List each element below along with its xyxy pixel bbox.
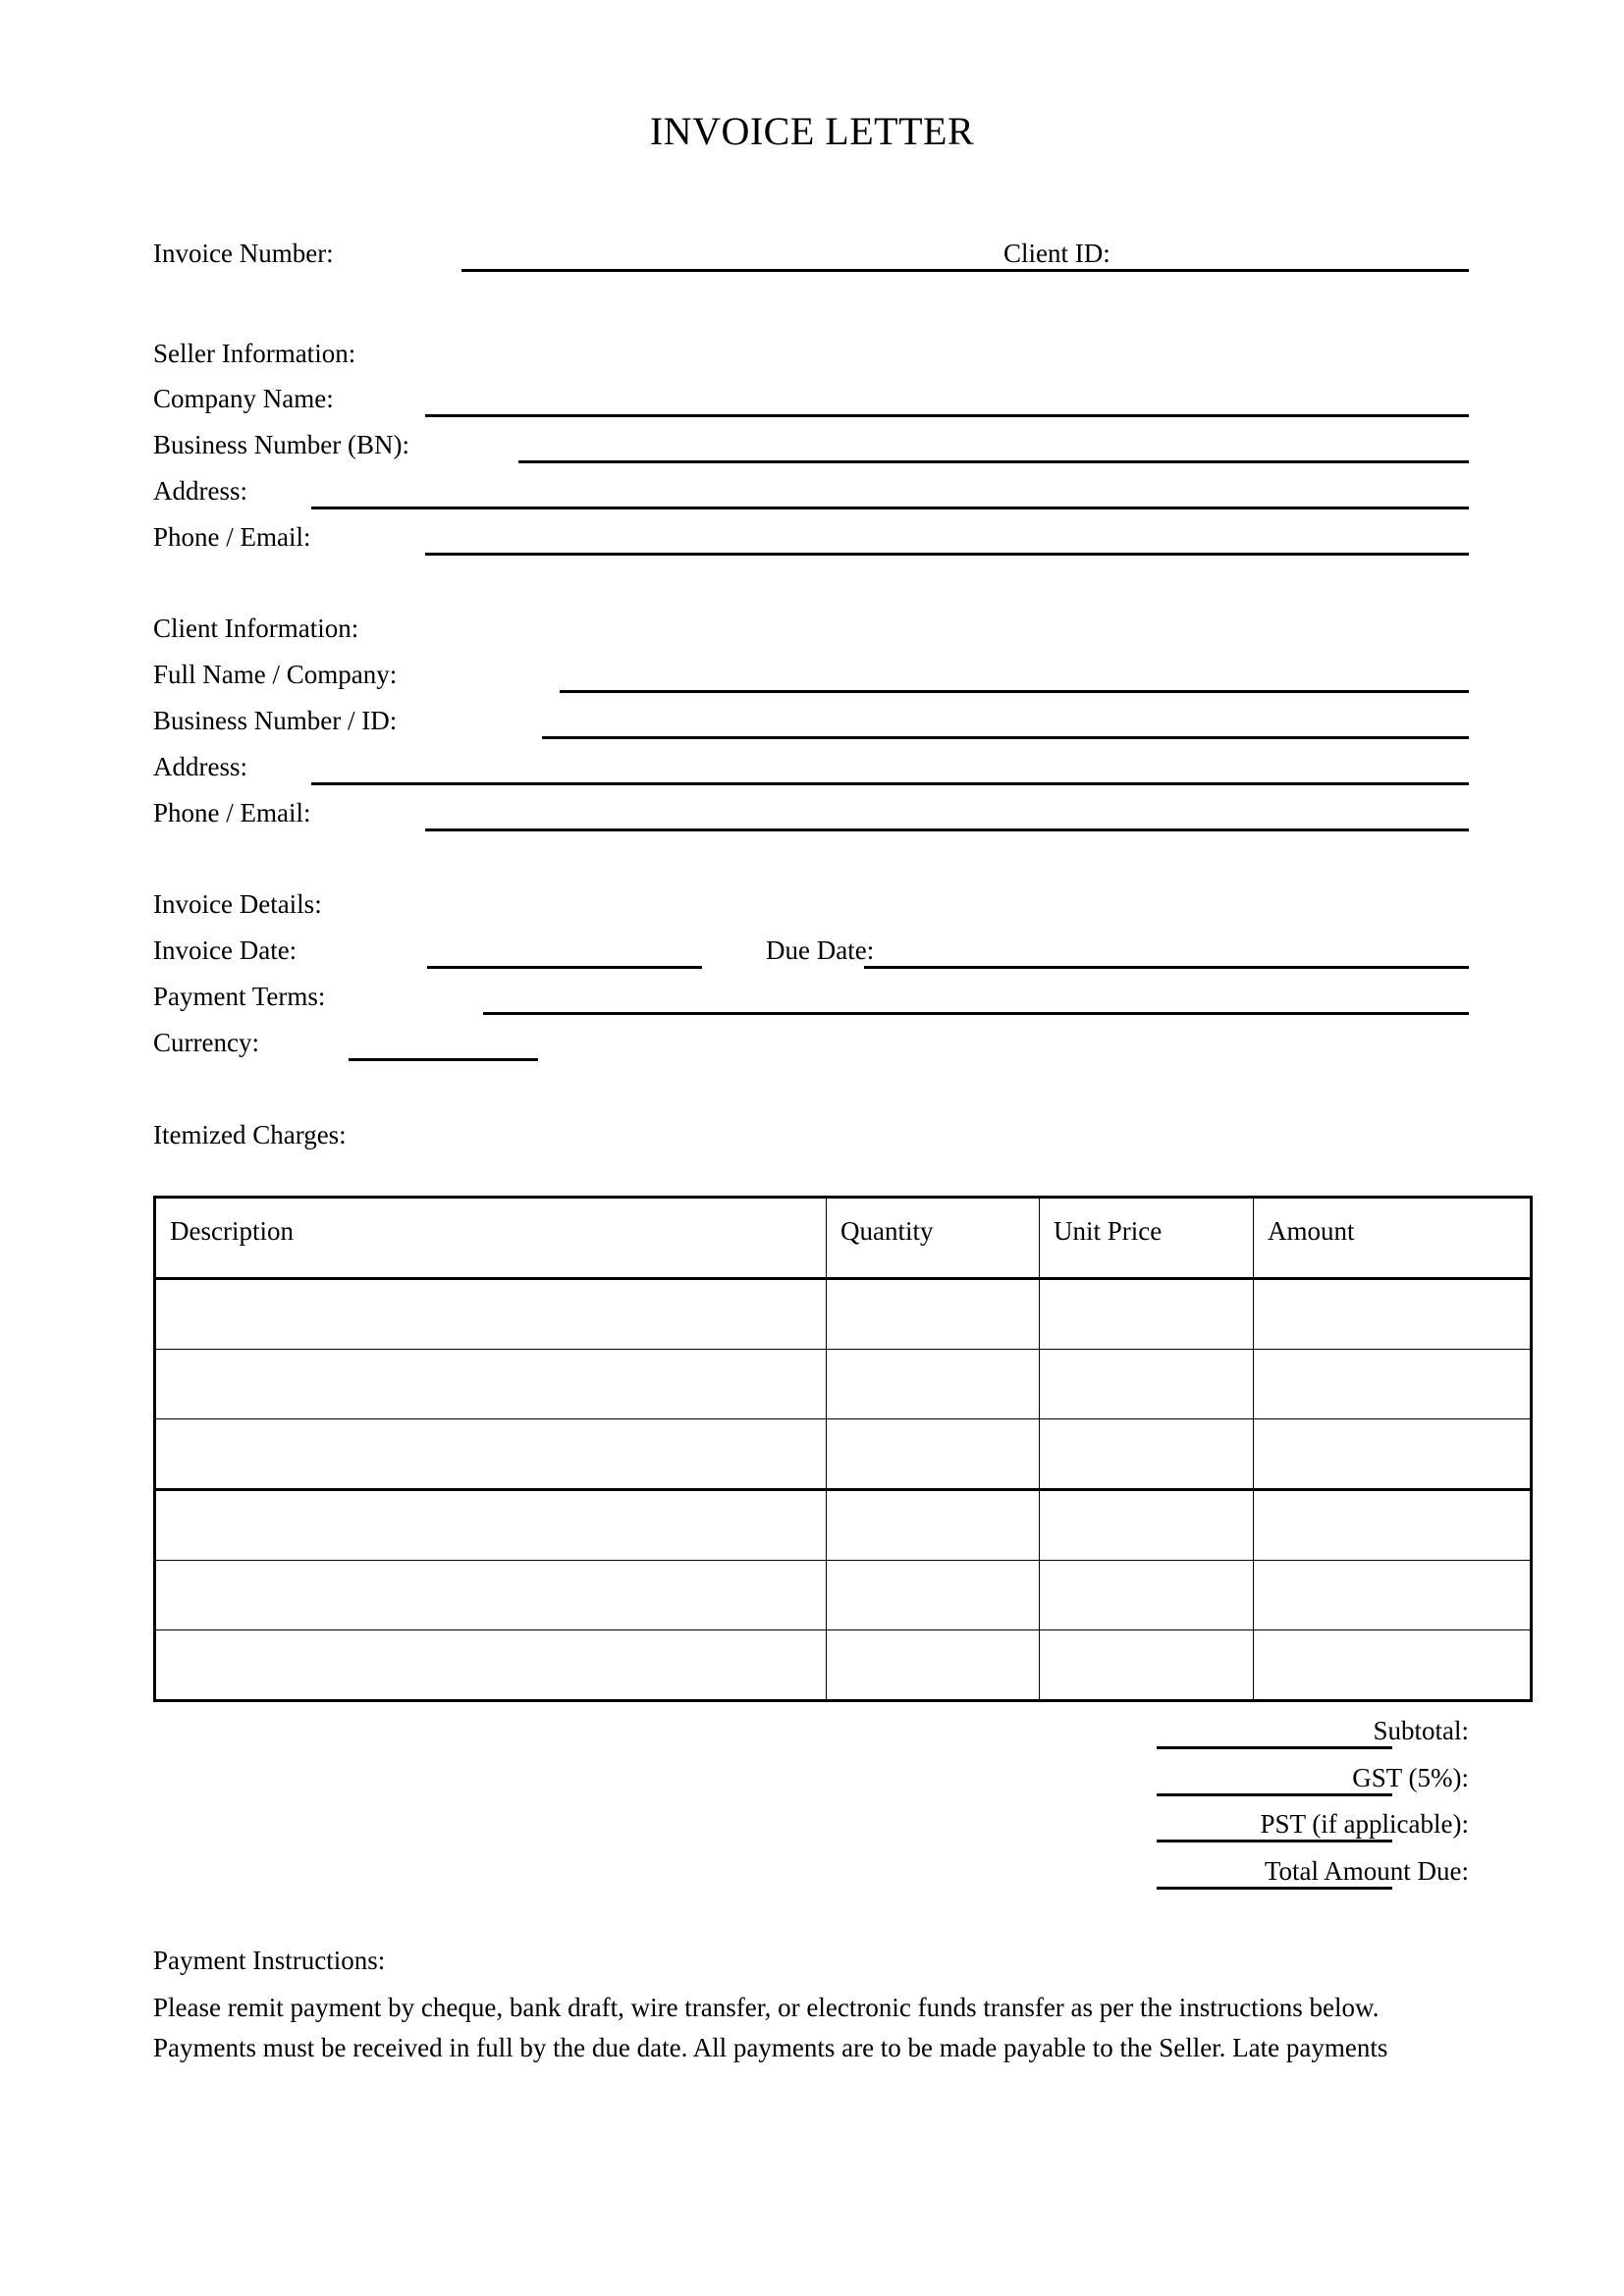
client-address-label: Address: — [153, 752, 247, 781]
invoice-details-heading: Invoice Details: — [153, 889, 322, 919]
cell-quantity[interactable] — [827, 1490, 1040, 1561]
seller-phone-email-label: Phone / Email: — [153, 522, 311, 552]
client-id-label: Client ID: — [1003, 239, 1110, 268]
total-amount-due-input-rule[interactable] — [1157, 1887, 1392, 1890]
cell-unit-price[interactable] — [1040, 1630, 1254, 1701]
cell-amount[interactable] — [1254, 1490, 1532, 1561]
column-header-amount: Amount — [1254, 1198, 1532, 1279]
cell-quantity[interactable] — [827, 1419, 1040, 1490]
cell-unit-price[interactable] — [1040, 1490, 1254, 1561]
table-row[interactable] — [155, 1350, 1532, 1419]
column-header-unit-price: Unit Price — [1040, 1198, 1254, 1279]
currency-input-rule[interactable] — [349, 1058, 538, 1061]
due-date-label: Due Date: — [766, 935, 875, 965]
itemized-charges-table — [153, 1196, 1533, 1702]
invoice-number-label: Invoice Number: — [153, 239, 334, 268]
invoice-date-label: Invoice Date: — [153, 935, 298, 965]
pst-label: PST (if applicable): — [1260, 1809, 1469, 1839]
cell-description[interactable] — [155, 1561, 827, 1630]
seller-address-input-rule[interactable] — [311, 507, 1469, 509]
gst-label: GST (5%): — [1352, 1763, 1469, 1792]
cell-quantity[interactable] — [827, 1350, 1040, 1419]
cell-quantity[interactable] — [827, 1630, 1040, 1701]
due-date-input-rule[interactable] — [864, 966, 1469, 969]
seller-company-name-label: Company Name: — [153, 384, 334, 413]
total-amount-due-label: Total Amount Due: — [1264, 1856, 1469, 1886]
client-address-input-rule[interactable] — [311, 782, 1469, 785]
cell-amount[interactable] — [1254, 1419, 1532, 1490]
table-row[interactable] — [155, 1561, 1532, 1630]
table-row[interactable] — [155, 1419, 1532, 1490]
payment-terms-label: Payment Terms: — [153, 982, 326, 1011]
table-row[interactable] — [155, 1279, 1532, 1350]
seller-company-name-input-rule[interactable] — [425, 414, 1469, 417]
itemized-charges-heading: Itemized Charges: — [153, 1120, 347, 1149]
invoice-date-input-rule[interactable] — [427, 966, 702, 969]
client-phone-email-label: Phone / Email: — [153, 798, 311, 828]
seller-business-number-input-rule[interactable] — [518, 460, 1469, 463]
client-information-heading: Client Information: — [153, 614, 359, 643]
cell-unit-price[interactable] — [1040, 1350, 1254, 1419]
client-full-name-input-rule[interactable] — [560, 690, 1469, 693]
table-row[interactable] — [155, 1630, 1532, 1701]
invoice-number-input-rule[interactable] — [461, 269, 1469, 272]
cell-amount[interactable] — [1254, 1630, 1532, 1701]
cell-unit-price[interactable] — [1040, 1419, 1254, 1490]
subtotal-label: Subtotal: — [1373, 1716, 1469, 1745]
column-header-description: Description — [155, 1198, 827, 1279]
client-business-number-input-rule[interactable] — [542, 736, 1469, 739]
cell-amount[interactable] — [1254, 1561, 1532, 1630]
cell-description[interactable] — [155, 1419, 827, 1490]
seller-address-label: Address: — [153, 476, 247, 506]
client-phone-email-input-rule[interactable] — [425, 828, 1469, 831]
cell-unit-price[interactable] — [1040, 1279, 1254, 1350]
seller-information-heading: Seller Information: — [153, 339, 356, 368]
table-row[interactable] — [155, 1490, 1532, 1561]
column-header-quantity: Quantity — [827, 1198, 1040, 1279]
payment-instructions-line-1: Please remit payment by cheque, bank draft, wire transfer, or electronic funds transfer as per the instructions below. — [153, 1993, 1380, 2022]
cell-quantity[interactable] — [827, 1279, 1040, 1350]
client-full-name-label: Full Name / Company: — [153, 660, 398, 689]
cell-amount[interactable] — [1254, 1279, 1532, 1350]
gst-input-rule[interactable] — [1157, 1793, 1392, 1796]
payment-instructions-heading: Payment Instructions: — [153, 1946, 386, 1975]
cell-description[interactable] — [155, 1490, 827, 1561]
client-business-number-label: Business Number / ID: — [153, 706, 398, 735]
cell-description[interactable] — [155, 1279, 827, 1350]
table-header-row — [155, 1198, 1532, 1279]
subtotal-input-rule[interactable] — [1157, 1746, 1392, 1749]
payment-instructions-line-2: Payments must be received in full by the due date. All payments are to be made payable to the Seller. Late payments — [153, 2033, 1388, 2062]
cell-quantity[interactable] — [827, 1561, 1040, 1630]
seller-business-number-label: Business Number (BN): — [153, 430, 409, 459]
payment-terms-input-rule[interactable] — [483, 1012, 1469, 1015]
cell-amount[interactable] — [1254, 1350, 1532, 1419]
pst-input-rule[interactable] — [1157, 1840, 1392, 1842]
cell-description[interactable] — [155, 1630, 827, 1701]
page-title: INVOICE LETTER — [649, 109, 975, 153]
cell-description[interactable] — [155, 1350, 827, 1419]
currency-label: Currency: — [153, 1028, 259, 1057]
seller-phone-email-input-rule[interactable] — [425, 553, 1469, 556]
cell-unit-price[interactable] — [1040, 1561, 1254, 1630]
